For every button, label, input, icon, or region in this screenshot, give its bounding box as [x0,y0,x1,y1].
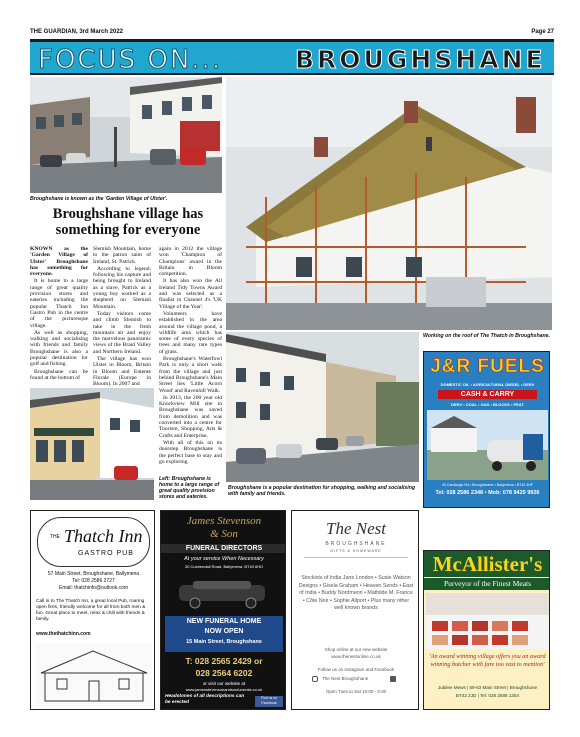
article-paragraph: As well as shopping, walking and socialising with friends and family Broughshane is also a popular destination for golf and fishing. [30,329,88,368]
thatch-inn-blurb: Call in to The Thatch Inn, a great local Pub, roaring open fires, friendly welcome for all from both men & fun. Great place to meet, relax & chill with friends & family. [36,599,146,622]
nest-shop-online: Shop online at our new website [324,647,388,652]
thatch-inn-logo-the: THE [50,534,60,540]
mcallisters-ad [423,550,550,710]
mcallisters-address-2: BT42 2JD | Tel: 028 2586 1354 [455,693,520,698]
jr-fuels-phone: Tel: 028 2586 2348 • Mob: 078 9429 9926 [435,490,540,496]
new-funeral-home-box [165,616,283,652]
hearse-image [169,573,279,613]
thatch-roof-photo [226,77,552,330]
butcher-counter-image [426,593,549,649]
funeral-visit-text: or visit our website at [202,681,246,686]
publication-date: THE GUARDIAN, 3rd March 2022 [30,29,124,35]
article-column-2 [93,246,151,386]
caption-thatch-roof: Working on the roof of The Thatch in Broughshane. [423,333,550,339]
jr-fuels-ad [423,351,550,508]
article-paragraph: again in 2012 the village won 'Champion of Champions' award in the Britain in Bloom competition. [159,246,222,278]
article-paragraph: Slemish Mountain, home to the patron saint of Ireland, St. Patrick. [93,246,151,265]
banner-town-text: BROUGHSHANE [295,45,546,74]
article-paragraph: It is home to a large range of great quality provision stores and eateries including the popular Thatch Inn Gastro Pub in the centre of the picturesque village. [30,278,88,329]
thatch-inn-logo-sub: GASTRO PUB [78,550,134,557]
jr-fuels-products: DERV • COAL • GAS • BLOCKS • PEAT [451,402,524,407]
jr-fuels-services: DOMESTIC OIL • AGRICULTURAL DIESEL • DERV [440,382,535,387]
funeral-directors-band: FUNERAL DIRECTORS [161,544,286,553]
thatch-inn-email: Email: thatchinfo@outlook.com [59,585,128,591]
caption-left-photo: Left: Broughshane is home to a large range of great quality provision stores and eateries. [159,476,220,500]
mcallisters-tagline: Purveyor of the Finest Meats [424,578,550,590]
article-paragraph: In 2013, the 200 year old Knockview Mill site in Broughshane was saved from demolition and was converted into a centre for Tourism, Shopping, Arts & Crafts and Enterprise. [159,394,222,439]
article-column-1 [30,246,88,386]
nest-social-row[interactable] [312,675,400,684]
article-paragraph: With all of this on its doorstep Broughshane is the perfect base to stay and go exploring. [159,439,222,465]
new-funeral-home-address: 15 Main Street, Broughshane [186,639,262,645]
funeral-phone-2: 028 2564 6202 [195,668,253,678]
article-paragraph: Volunteers have established in the area around the village pond, a wildlife area which has some of every species of trees and many rare types of grass. [159,310,222,355]
article-column-3 [159,246,222,508]
nest-social-handle: The Nest Broughshane [322,676,369,681]
jr-fuels-cash-carry: CASH & CARRY [438,390,537,399]
nest-divider [304,557,408,558]
thatch-inn-logo [37,517,150,567]
nest-logo-sub: GIFTS & HOMEWARE [330,549,382,553]
caption-main-street: Broughshane is known as the 'Garden Village of Ulster'. [30,196,168,202]
page-header [30,29,554,37]
article-paragraph: Broughshane can be found at the bottom of [30,368,88,381]
thatch-inn-ad [30,510,155,710]
shops-photo [30,388,154,500]
funeral-service-line: At your service When Necessary [184,556,264,562]
nest-follow: Follow us on Instagram and Facebook [317,667,395,672]
nest-logo-town: BROUGHSHANE [325,541,387,547]
jr-fuels-address: 43 Carnlough Rd • Broughshane • Ballymena • BT42 4HF [441,483,534,487]
thatch-inn-logo-name: Thatch Inn [64,526,143,546]
article-paragraph: Today visitors come and climb Slemish to take in the fresh mountain air and enjoy the marvelous panoramic views of the Braid Valley and Northern Ireland. [93,310,151,355]
headstones-text: Headstones of all descriptions can be erected [165,694,245,705]
section-banner [30,39,554,75]
village-street-photo [226,332,419,482]
facebook-badge[interactable]: Find us on Facebook [255,696,283,707]
new-funeral-home-title: NEW FUNERAL HOME [186,618,262,625]
jr-fuels-logo: J&R FUELS [430,356,545,377]
james-stevenson-son: & Son [210,528,238,540]
james-stevenson-ad [160,510,286,710]
fuel-tanker-image [427,410,548,480]
caption-village-street: Broughshane is a popular destination for shopping, walking and socialising with family and friends. [228,485,416,497]
nest-website[interactable]: www.thenestonline.co.uk [331,654,381,659]
banner-focus-text: FOCUS ON... [38,45,223,75]
funeral-phone-1: T: 028 2565 2429 or [185,656,263,666]
new-funeral-home-open: NOW OPEN [204,628,244,635]
the-nest-ad [291,510,419,710]
nest-logo-name: The Nest [326,519,386,538]
mcallisters-quote: 'An award winning village offers you an award winning butcher with fare too vast to mention' [429,653,546,668]
article-paragraph: The village has won Ulster in Bloom, Britain in Bloom and Entente Florale (Europe in Bloom). In 2007 and [93,356,151,388]
article-paragraph: It has also won the All Ireland Tidy Towns Award and was selected as a finalist in Channel 4's 'UK Village of the Year'. [159,278,222,310]
thatch-inn-website[interactable]: www.thethatchinn.com [36,631,91,637]
funeral-website[interactable]: www.jamesstevensonandsonfunerals.co.uk [185,687,263,692]
mcallisters-address-1: Jubilee Mews | 59-63 Main Street | Broughshane [437,685,538,690]
article-headline: Broughshane village has something for everyone [52,206,204,238]
article-paragraph: KNOWN as the 'Garden Village of Ulster' Broughshane has something for everyone. [30,246,88,278]
nest-stockists: Stockists of India Jane London • Susie Watson Designs • Gisela Graham • Heaven Sends • East of India • Buddy Nordmann • Mathilde M. France • Côte Noir • Sophie Allport • Plus many other well known brands [298,575,414,611]
page-number: Page 27 [531,29,554,35]
funeral-address: 30 Cushendall Road, Ballymena, BT43 6HD [184,564,264,569]
facebook-icon [390,676,396,682]
article-paragraph: Broughshane's Waterfowl Park is only a short walk from the village and just behind Broughshane's Main Street lies 'Little Acorn Wood' and Ravenhill Walk. [159,356,222,394]
thatch-inn-tel: Tel: 028 2586 2727 [72,578,115,584]
instagram-icon [312,676,318,682]
nest-hours: Open Tues to Sat 10:00 - 5:30 [325,689,387,694]
main-street-photo [30,77,222,193]
article-paragraph: According to legend, following his capture and being brought to Ireland as a slave, Patrick as a young boy worked as a shepherd on Slemish Mountain. [93,265,151,310]
mcallisters-name: McAllister's [424,551,550,577]
thatch-inn-address: 57 Main Street, Broughshane, Ballymena [47,571,140,577]
thatch-inn-building-image [35,643,152,707]
james-stevenson-name: James Stevenson [186,515,262,527]
